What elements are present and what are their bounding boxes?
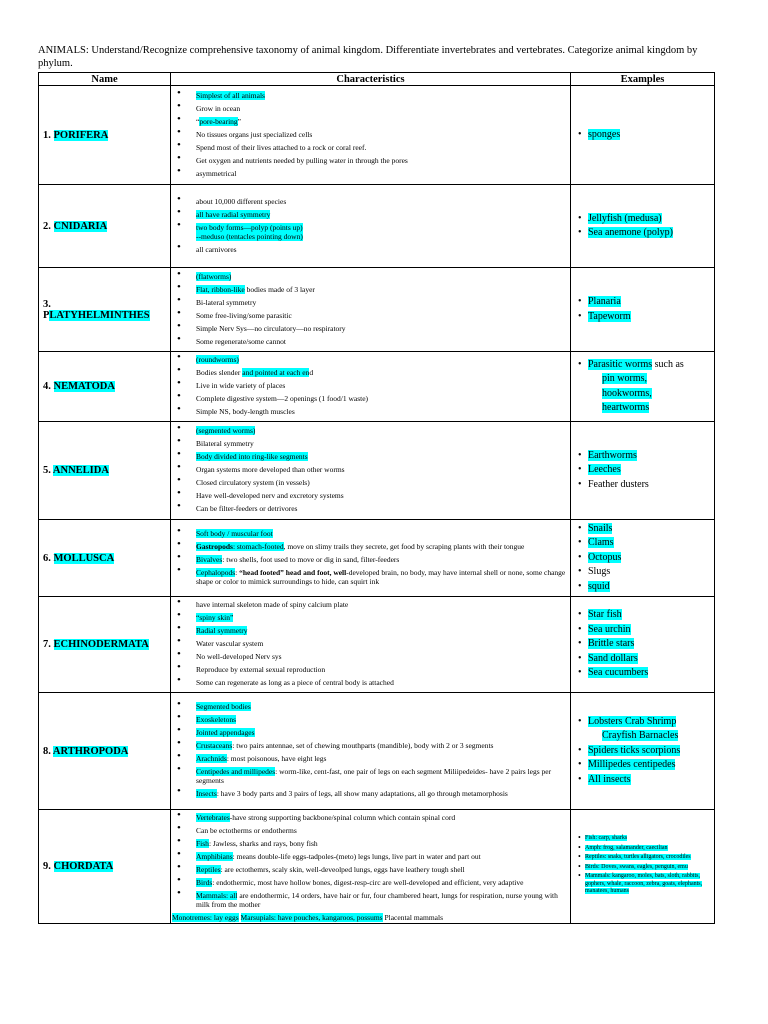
highlighted-text: Mammals — [196, 891, 226, 900]
examples-list — [575, 295, 714, 324]
highlighted-text: --meduso (tentacles pointing down) — [196, 231, 303, 241]
examples-list — [575, 449, 714, 493]
highlighted-text: Reptiles — [196, 865, 221, 874]
characteristics-cell — [171, 810, 571, 924]
highlighted-text: sponges — [588, 128, 621, 140]
example-item — [575, 536, 714, 551]
highlighted-text: Sand dollars — [588, 652, 638, 664]
highlighted-text: Sea anemone (polyp) — [588, 227, 673, 238]
characteristics-list — [172, 700, 569, 798]
text-run: about 10,000 different species — [196, 196, 287, 206]
highlighted-text: Gastropods — [196, 541, 233, 551]
characteristic-item — [172, 298, 569, 307]
highlighted-text: Octopus — [588, 551, 622, 563]
highlighted-text: Reptiles: snaks, turtles alligators, crocodiles — [585, 854, 691, 861]
highlighted-text: Parasitic worms — [588, 358, 653, 370]
text-run: Simple NS, body-length muscles — [196, 407, 295, 416]
phylum-number: 8. — [43, 745, 51, 757]
highlighted-text: Sea urchin — [588, 623, 631, 635]
highlighted-text: all have radial symmetry — [196, 209, 271, 219]
highlighted-text: Amph: frog, salamander, caecilian — [585, 844, 668, 851]
highlighted-text: Amphibians — [196, 852, 233, 861]
example-item — [575, 226, 714, 241]
highlighted-text: Arachnids — [196, 754, 227, 763]
example-item — [575, 652, 714, 667]
example-item — [575, 744, 714, 759]
characteristic-item — [172, 491, 569, 500]
characteristic-item — [172, 355, 569, 364]
characteristic-item — [172, 285, 569, 294]
text-run: Water vascular system — [196, 639, 264, 648]
highlighted-text: Radial symmetry — [196, 626, 248, 635]
highlighted-text: Body divided into ring-like segments — [196, 452, 308, 461]
characteristic-item — [172, 555, 569, 564]
characteristic-item — [172, 197, 569, 206]
text-run: Spend most of their lives attached to a rock or coral reef. — [196, 142, 367, 152]
text-run: d — [309, 368, 314, 377]
characteristics-cell — [171, 520, 571, 597]
text-run: Complete digestive system—2 openings (1 food/1 waste) — [196, 394, 369, 403]
characteristic-item — [172, 626, 569, 635]
text-run: No well-developed Nerv sys — [196, 652, 282, 661]
phylum-name-prefix: P — [43, 309, 50, 321]
characteristic-item — [172, 789, 569, 798]
phylum-row — [39, 86, 715, 185]
text-run: “head footed” head and foot, well — [239, 567, 347, 577]
highlighted-text: Cephalopods — [196, 567, 236, 577]
characteristics-list — [172, 270, 569, 346]
phylum-name: ANNELIDA — [52, 465, 109, 476]
intro-text: ANIMALS: Understand/Recognize comprehensive taxonomy of animal kingdom. Differentiate invertebrates and vertebrates. Categorize animal kingdom by phylum. — [38, 45, 698, 69]
text-run: Some free-living/some parasitic — [196, 310, 292, 320]
text-run: “ — [196, 116, 200, 126]
characteristics-list — [172, 811, 569, 909]
text-run: : two shells, foot used to move or dig in sand, filter-feeders — [222, 554, 400, 564]
characteristic-item — [172, 478, 569, 487]
phylum-row — [39, 520, 715, 597]
text-run: Can be ectotherms or endotherms — [196, 826, 297, 835]
characteristic-item — [172, 891, 569, 909]
highlighted-text: Sea cucumbers — [588, 667, 649, 679]
highlighted-text: Monotremes: lay eggs — [172, 913, 239, 922]
examples-cell — [571, 597, 715, 693]
highlighted-text: Leeches — [588, 464, 621, 476]
examples-cell — [571, 422, 715, 520]
highlighted-text: (roundworms) — [196, 355, 239, 364]
highlighted-text: “spiny skin” — [196, 613, 234, 622]
examples-cell — [571, 352, 715, 422]
text-run: : have 3 body parts and 3 pairs of legs, all show many adaptations, all go through metamorphosis — [216, 789, 508, 798]
phylum-name-cell — [39, 86, 171, 185]
characteristic-item — [172, 852, 569, 861]
phylum-name-cell — [39, 185, 171, 268]
highlighted-text: Star fish — [588, 609, 622, 621]
highlighted-text: pore-bearing — [199, 116, 238, 126]
highlighted-text: (segmented worms) — [196, 426, 256, 435]
highlighted-text: Exoskeletons — [196, 715, 236, 724]
highlighted-text: Spiders ticks scorpions — [588, 744, 681, 756]
example-item — [575, 295, 714, 310]
characteristic-item — [172, 878, 569, 887]
highlighted-text: heartworms — [602, 402, 650, 413]
highlighted-text: Vertebrates — [196, 813, 230, 822]
characteristic-item — [172, 826, 569, 835]
phylum-name-cell — [39, 352, 171, 422]
phylum-number: 5. — [43, 465, 51, 476]
characteristics-cell — [171, 422, 571, 520]
text-run: all carnivores — [196, 244, 237, 254]
text-run: Bodies slender — [196, 368, 243, 377]
examples-cell — [571, 185, 715, 268]
phylum-row — [39, 422, 715, 520]
phylum-number: 6. — [43, 552, 51, 564]
characteristic-item — [172, 702, 569, 711]
text-run: : means double-life eggs-tadpoles-(meto) legs lungs, live part in water and part out — [232, 852, 481, 861]
example-item — [575, 637, 714, 652]
highlighted-text: Lobsters Crab Shrimp — [588, 715, 677, 727]
text-run: Bi-lateral symmetry — [196, 297, 257, 307]
examples-list — [575, 715, 714, 788]
examples-list — [575, 358, 714, 416]
highlighted-text: Segmented bodies — [196, 702, 251, 711]
characteristic-item — [172, 324, 569, 333]
examples-cell — [571, 520, 715, 597]
highlighted-text: Jointed appendages — [196, 728, 255, 737]
highlighted-text: Clams — [588, 537, 614, 549]
phylum-name: LATYHELMINTHES — [49, 309, 150, 321]
characteristics-cell — [171, 597, 571, 693]
highlighted-text: Snails — [588, 522, 613, 534]
header-examples: Examples — [571, 73, 715, 86]
text-run: Simple Nerv Sys—no circulatory—no respiratory — [196, 323, 346, 333]
phylum-name-cell — [39, 520, 171, 597]
phylum-number: 3. — [43, 298, 51, 310]
phylum-name: CNIDARIA — [53, 220, 108, 232]
text-run: Live in wide variety of places — [196, 381, 286, 390]
text-run: Reproduce by external sexual reproduction — [196, 665, 326, 674]
example-item — [575, 551, 714, 566]
characteristics-cell — [171, 693, 571, 810]
characteristic-item — [172, 311, 569, 320]
characteristic-item — [172, 368, 569, 377]
text-run: Some can regenerate as long as a piece of central body is attached — [196, 678, 394, 687]
examples-list — [575, 212, 714, 241]
text-run: are endothermic, 14 orders, have hair or fur, four chambered heart, lungs for respiration, nurse young with milk from the mother — [196, 891, 558, 909]
phylum-name: CHORDATA — [53, 861, 114, 872]
characteristic-item — [172, 600, 569, 609]
characteristic-item — [172, 542, 569, 551]
characteristic-item — [172, 156, 569, 165]
example-item — [575, 565, 714, 580]
characteristic-item — [172, 130, 569, 139]
example-item — [575, 845, 714, 853]
characteristic-item — [172, 104, 569, 113]
highlighted-text: All insects — [588, 773, 631, 785]
example-item — [575, 128, 714, 143]
phylum-number: 2. — [43, 220, 51, 232]
phylum-name-cell — [39, 810, 171, 924]
characteristic-item — [172, 839, 569, 848]
text-run: No tissues organs just specialized cells — [196, 129, 313, 139]
characteristic-item — [172, 767, 569, 785]
characteristic-item — [172, 223, 569, 241]
text-run: : worm-like, cent-fast, one pair of legs on each segment Miliipedeides- have 2 pairs legs per segments — [196, 767, 552, 785]
characteristic-item — [172, 143, 569, 152]
highlighted-text: pin worms, — [602, 373, 647, 384]
highlighted-text: Marsupials: have pouches, kangaroos, possums — [240, 913, 383, 922]
text-run: Organ systems more developed than other worms — [196, 465, 345, 474]
phylum-row — [39, 185, 715, 268]
phylum-name-cell — [39, 422, 171, 520]
example-item — [575, 854, 714, 862]
highlighted-text: squid — [588, 580, 610, 592]
example-item — [575, 623, 714, 638]
highlighted-text: Crustaceans — [196, 741, 233, 750]
examples-cell — [571, 268, 715, 352]
characteristics-cell — [171, 185, 571, 268]
text-run: : are ectothemrs, scaly skin, well-deveolped lungs, eggs have leathery tough shell — [220, 865, 465, 874]
highlighted-text: Tapeworm — [588, 310, 631, 322]
characteristic-item — [172, 210, 569, 219]
highlighted-text: Simplest of all animals — [196, 90, 265, 100]
characteristic-item — [172, 452, 569, 461]
characteristic-item — [172, 728, 569, 737]
example-item — [575, 478, 714, 493]
text-run: such as — [652, 358, 684, 370]
characteristics-list — [172, 353, 569, 416]
characteristic-item — [172, 117, 569, 126]
header-row — [39, 73, 715, 86]
text-run: asymmetrical — [196, 168, 237, 178]
text-run: Some regenerate/some cannot — [196, 336, 286, 346]
highlighted-text: Mammals: kangaroo, moles, bats, sloth, rabbits, gophers, whale, raccoon, zebra, goats, elephants, manatees, humans — [585, 873, 703, 895]
characteristic-item — [172, 678, 569, 687]
phylum-name-cell — [39, 268, 171, 352]
highlighted-text: : all — [226, 891, 238, 900]
example-item — [575, 758, 714, 773]
highlighted-text: and pointed at each en — [242, 368, 310, 377]
highlighted-text: hookworms, — [602, 387, 652, 399]
characteristic-item — [172, 529, 569, 538]
example-item — [575, 715, 714, 744]
text-run: ” — [237, 116, 242, 126]
text-run: bodies made of 3 layer — [244, 284, 315, 294]
phylum-number: 1. — [43, 129, 51, 141]
example-item — [575, 864, 714, 872]
text-run: : Jawless, sharks and rays, bony fish — [208, 839, 318, 848]
mammal-groups-note — [172, 913, 569, 922]
highlighted-text: (flatworms) — [196, 271, 232, 281]
highlighted-text: two body forms—polyp (points up) — [196, 222, 303, 232]
examples-list — [575, 128, 714, 143]
text-run: Get oxygen and nutrients needed by pulling water in through the pores — [196, 155, 408, 165]
phylum-number: 7. — [43, 639, 51, 650]
example-item — [575, 873, 714, 896]
characteristic-item — [172, 665, 569, 674]
text-run: Bilateral symmetry — [196, 439, 254, 448]
text-run: Have well-developed nerv and excretory systems — [196, 491, 344, 500]
characteristic-item — [172, 568, 569, 586]
characteristic-item — [172, 465, 569, 474]
example-item — [575, 522, 714, 537]
examples-cell — [571, 810, 715, 924]
example-item — [575, 449, 714, 464]
text-run: -have strong supporting backbone/spinal column which contain spinal cord — [229, 813, 456, 822]
highlighted-text: Millipedes centipedes — [588, 759, 676, 771]
example-item — [575, 835, 714, 843]
example-item — [575, 773, 714, 788]
phylum-name: ARTHROPODA — [52, 745, 129, 757]
text-run: Feather dusters — [588, 478, 649, 490]
characteristic-item — [172, 504, 569, 513]
example-item — [575, 212, 714, 227]
highlighted-text: Brittle stars — [588, 638, 635, 650]
text-run: : — [235, 567, 240, 577]
phylum-name: NEMATODA — [53, 381, 115, 392]
phylum-name-cell — [39, 597, 171, 693]
characteristic-item — [172, 613, 569, 622]
phylum-name: PORIFERA — [53, 129, 109, 141]
highlighted-text: Birds: Doves, swans, eagles, penguin, emu — [585, 863, 688, 870]
text-run: : endothermic, most have hollow bones, digest-resp-circ are well-developed and efficient, very adaptive — [212, 878, 524, 887]
characteristic-item — [172, 813, 569, 822]
characteristic-item — [172, 715, 569, 724]
text-run: Placental mammals — [382, 913, 443, 922]
examples-list — [575, 835, 714, 896]
highlighted-text: Planaria — [588, 296, 621, 307]
characteristic-item — [172, 337, 569, 346]
phylum-number: 9. — [43, 861, 51, 872]
phylum-row — [39, 597, 715, 693]
characteristic-item — [172, 426, 569, 435]
highlighted-text: Earthworms — [588, 449, 637, 461]
taxonomy-table — [38, 72, 715, 924]
characteristics-cell — [171, 352, 571, 422]
text-run: Grow in ocean — [196, 103, 241, 113]
example-item — [575, 666, 714, 681]
phylum-number: 4. — [43, 381, 51, 392]
highlighted-text: Crayfish Barnacles — [602, 730, 679, 742]
phylum-row — [39, 268, 715, 352]
example-item — [575, 463, 714, 478]
characteristic-item — [172, 741, 569, 750]
characteristic-item — [172, 272, 569, 281]
characteristics-list — [172, 89, 569, 178]
phylum-row — [39, 352, 715, 422]
highlighted-text: Bivalves — [196, 554, 223, 564]
characteristic-item — [172, 407, 569, 416]
characteristic-item — [172, 639, 569, 648]
characteristic-item — [172, 652, 569, 661]
phylum-row — [39, 810, 715, 924]
phylum-name: ECHINODERMATA — [53, 639, 149, 650]
examples-cell — [571, 86, 715, 185]
examples-cell — [571, 693, 715, 810]
characteristic-item — [172, 394, 569, 403]
characteristic-item — [172, 169, 569, 178]
highlighted-text: Jellyfish (medusa) — [588, 212, 662, 224]
text-run: Closed circulatory system (in vessels) — [196, 478, 310, 487]
header-name: Name — [39, 73, 171, 86]
characteristics-list — [172, 598, 569, 687]
text-run: -developed brain, no body, may have internal shell or none, some change shape or color to mimick surroundings to hide, can squirt ink — [196, 567, 566, 586]
characteristics-list — [172, 195, 569, 254]
highlighted-text: Birds — [196, 878, 213, 887]
example-item — [575, 358, 714, 416]
example-item — [575, 310, 714, 325]
characteristic-item — [172, 439, 569, 448]
highlighted-text: : stomach-footed — [232, 541, 284, 551]
characteristic-item — [172, 381, 569, 390]
highlighted-text: Soft body / muscular foot — [196, 528, 273, 538]
characteristics-cell — [171, 86, 571, 185]
characteristic-item — [172, 91, 569, 100]
example-item — [575, 608, 714, 623]
text-run: have internal skeleton made of spiny calcium plate — [196, 600, 349, 609]
text-run: : two pairs antennae, set of chewing mouthparts (mandible), body with 2 or 3 segments — [232, 741, 494, 750]
example-item — [575, 580, 714, 595]
phylum-name-cell — [39, 693, 171, 810]
text-run: Can be filter-feeders or detrivores — [196, 504, 298, 513]
examples-list — [575, 608, 714, 681]
phylum-row — [39, 693, 715, 810]
highlighted-text: Insects — [196, 789, 217, 798]
characteristic-item — [172, 245, 569, 254]
characteristics-list — [172, 424, 569, 513]
highlighted-text: Centipedes and millipedes — [196, 767, 276, 776]
highlighted-text: Fish: carp, sharks — [585, 835, 628, 842]
text-run: , move on slimy trails they secrete, get food by scraping plants with their tongue — [283, 541, 525, 551]
phylum-name: MOLLUSCA — [53, 552, 115, 564]
highlighted-text: Fish — [196, 839, 209, 848]
text-run: : most poisonous, have eight legs — [226, 754, 327, 763]
text-run: Slugs — [588, 566, 611, 578]
examples-list — [575, 522, 714, 595]
highlighted-text: Flat, ribbon-like — [196, 284, 245, 294]
characteristics-cell — [171, 268, 571, 352]
characteristic-item — [172, 754, 569, 763]
characteristic-item — [172, 865, 569, 874]
header-characteristics: Characteristics — [171, 73, 571, 86]
document-page — [38, 44, 714, 924]
characteristics-list — [172, 527, 569, 586]
